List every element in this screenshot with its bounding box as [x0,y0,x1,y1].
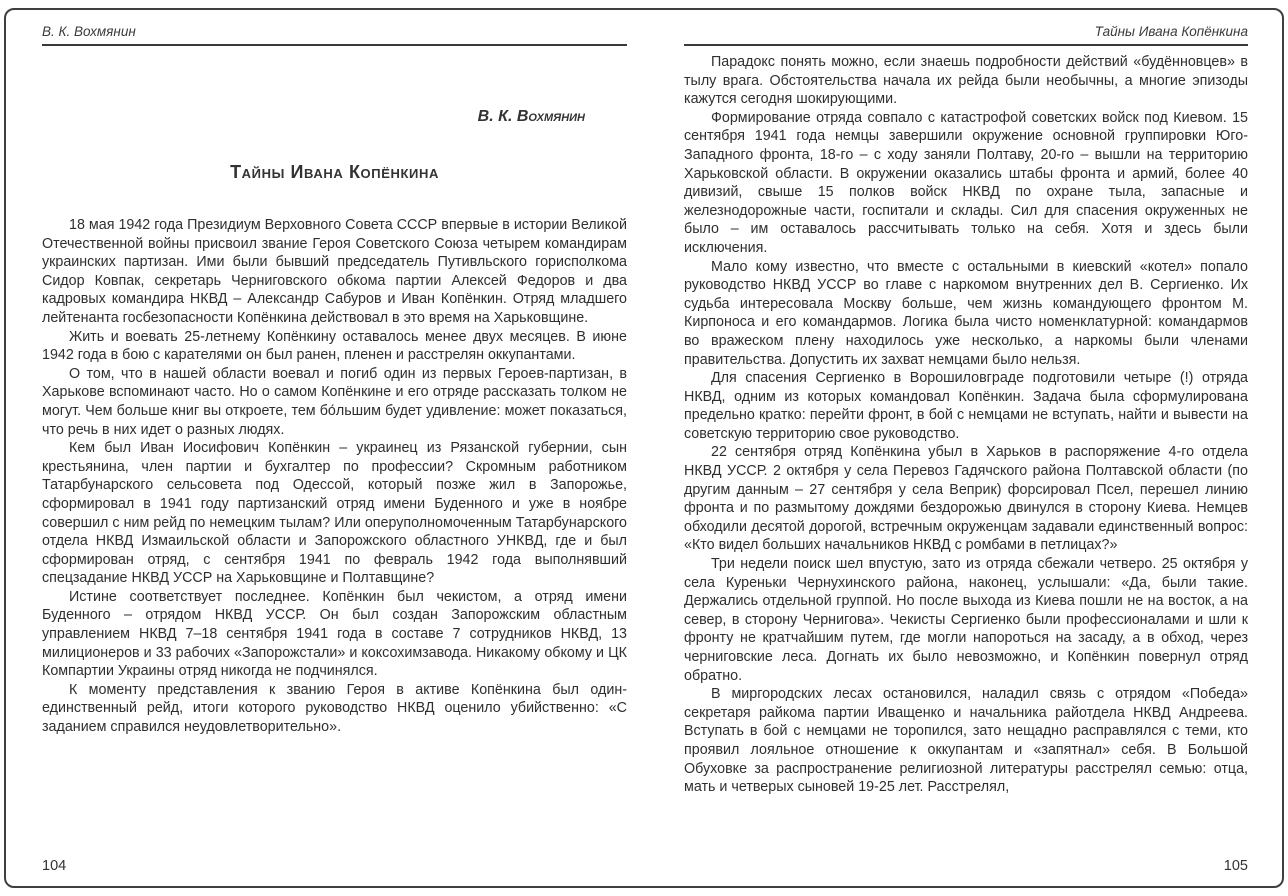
paragraph: О том, что в нашей области воевал и погиб один из первых Героев-партизан, в Харькове вспоминают часто. Но о самом Копёнкине и его отряде рассказать толком не могут. Чем больше книг вы откроете, тем бо́льшим будет удивление: может показаться, что речь в них идет о разных людях. [42,365,627,438]
paragraph: 22 сентября отряд Копёнкина убыл в Харьков в распоряжение 4-го отдела НКВД УССР. 2 октября у села Перевоз Гадячского района Полтавской области (по другим данным – 27 сентября у села Веприк) форсировал Псел, перешел линию фронта и по размытому дождями бездорожью двинулся в сторону Киева. Немцев обходили десятой дорогой, встречным окруженцам задавали единственный вопрос: «Кто видел больших начальников НКВД с ромбами в петлицах?» [684,444,1248,554]
right-page-header [684,24,1248,46]
article-title: Тайны Ивана Копёнкина [230,162,439,182]
paragraph: Жить и воевать 25-летнему Копёнкину оставалось менее двух месяцев. В июне 1942 года в бою с карателями он был ранен, пленен и расстрелян оккупантами. [42,328,627,364]
left-page-body [42,216,627,737]
author-byline: В. К. Вохмянин [477,108,585,125]
header-rule-left [42,44,627,46]
running-head-left: В. К. Вохмянин [42,24,136,39]
paragraph: Для спасения Сергиенко в Ворошиловграде подготовили четыре (!) отряда НКВД, одним из которых командовал Копёнкин. Задача была сформулирована предельно кратко: перейти фронт, в бой с немцами не вступать, найти и вывести на советскую территорию свое руководство. [684,370,1248,442]
paragraph: К моменту представления к званию Героя в активе Копёнкина был один-единственный рейд, итоги которого руководство НКВД оценило убийственно: «С заданием справился неудовлетворительно». [42,681,627,736]
left-page-header [42,24,627,46]
page-number-right: 105 [1223,858,1248,874]
paragraph: 18 мая 1942 года Президиум Верховного Совета СССР впервые в истории Великой Отечественной войны присвоил звание Героя Советского Союза четырем командирам украинских партизан. Ими были бывший председатель Путивльского горисполкома Сидор Ковпак, секретарь Черниговского обкома партии Алексей Федоров и два кадровых командира НКВД – Александр Сабуров и Иван Копёнкин. Отряд младшего лейтенанта госбезопасности Копёнкина действовал в это время на Харьковщине. [42,217,627,326]
paragraph: Три недели поиск шел впустую, зато из отряда сбежали четверо. 25 октября у села Куреньки Чернухинского района, наконец, услышали: «Да, были такие. Держались отдельной группой. Но после выхода из Киева пошли не на восток, а на север, в сторону Чернигова». Чекисты Сергиенко были профессионалами и шли к фронту не кратчайшим путем, где могли напороться на засаду, а в обход, через черниговские леса. Догнать их было невозможно, и Копёнкин повернул отряд обратно. [684,556,1248,684]
left-page [42,24,627,874]
paragraph: Мало кому известно, что вместе с остальными в киевский «котел» попало руководство НКВД УССР во главе с наркомом внутренних дел В. Сергиенко. Их судьба интересовала Москву больше, чем жизнь командующего фронтом М. Кирпоноса и его командармов. Логика была чисто номенклатурной: командармов во вражеском плену находилось уже несколько, а наркомы были членами правительства. Допустить их захват немцами было нельзя. [684,258,1248,368]
paragraph: Кем был Иван Иосифович Копёнкин – украинец из Рязанской губернии, сын крестьянина, член партии и бухгалтер по профессии? Скромным работником Татарбунарского сельсовета под Одессой, который позже жил в Запорожье, сформировал в 1941 году партизанский отряд имени Буденного и уже в ноябре совершил с ним рейд по немецким тылам? Или оперуполномоченным Татарбунарского отдела НКВД Измаильской области и Запорожского областного УНКВД, где и был сформирован отряд, с сентября 1941 по февраль 1942 года выполнявший спецзадание НКВД УССР на Харьковщине и Полтавщине? [42,440,627,587]
paragraph: Парадокс понять можно, если знаешь подробности действий «будённовцев» в тылу врага. Обстоятельства начала их рейда были необычны, а многие эпизоды кажутся сегодня шокирующими. [684,54,1248,108]
paragraph: Истине соответствует последнее. Копёнкин был чекистом, а отряд имени Буденного – отрядом НКВД УССР. Он был создан Запорожским областным управлением НКВД 7–18 сентября 1941 года в составе 7 сотрудников НКВД, 13 милиционеров и 33 рабочих «Запорожстали» и коксохимзавода. Никакому обкому и ЦК Компартии Украины отряд никогда не подчинялся. [42,588,627,680]
paragraph: В миргородских лесах остановился, наладил связь с отрядом «Победа» секретаря райкома партии Иващенко и начальника райотдела НКВД Андреева. Вступать в бой с немцами не торопился, зато нещадно расправлялся с теми, кто проявил лояльное отношение к оккупантам и «запятнал» себя. В Большой Обуховке за распространение религиозной литературы расстрелял семью: отца, мать и четверых сыновей 19-25 лет. Расстрелял, [684,686,1248,796]
right-page [684,24,1248,874]
page-number-left: 104 [42,858,67,874]
header-rule-right [684,44,1248,46]
running-head-right: Тайны Ивана Копёнкина [1094,24,1248,39]
right-page-body [684,53,1248,797]
paragraph: Формирование отряда совпало с катастрофой советских войск под Киевом. 15 сентября 1941 года немцы завершили окружение основной группировки Юго-Западного фронта, 18-го – с ходу заняли Полтаву, 20-го – вышли на территорию Харьковской области. В окружении оказались штабы фронта и армий, более 40 дивизий, свыше 15 полков войск НКВД по охране тыла, запасные и железнодорожные части, госпитали и склады. Сил для спасения окруженных не было – им оставалось рассчитывать только на себя. Хотя и здесь были исключения. [684,109,1248,256]
